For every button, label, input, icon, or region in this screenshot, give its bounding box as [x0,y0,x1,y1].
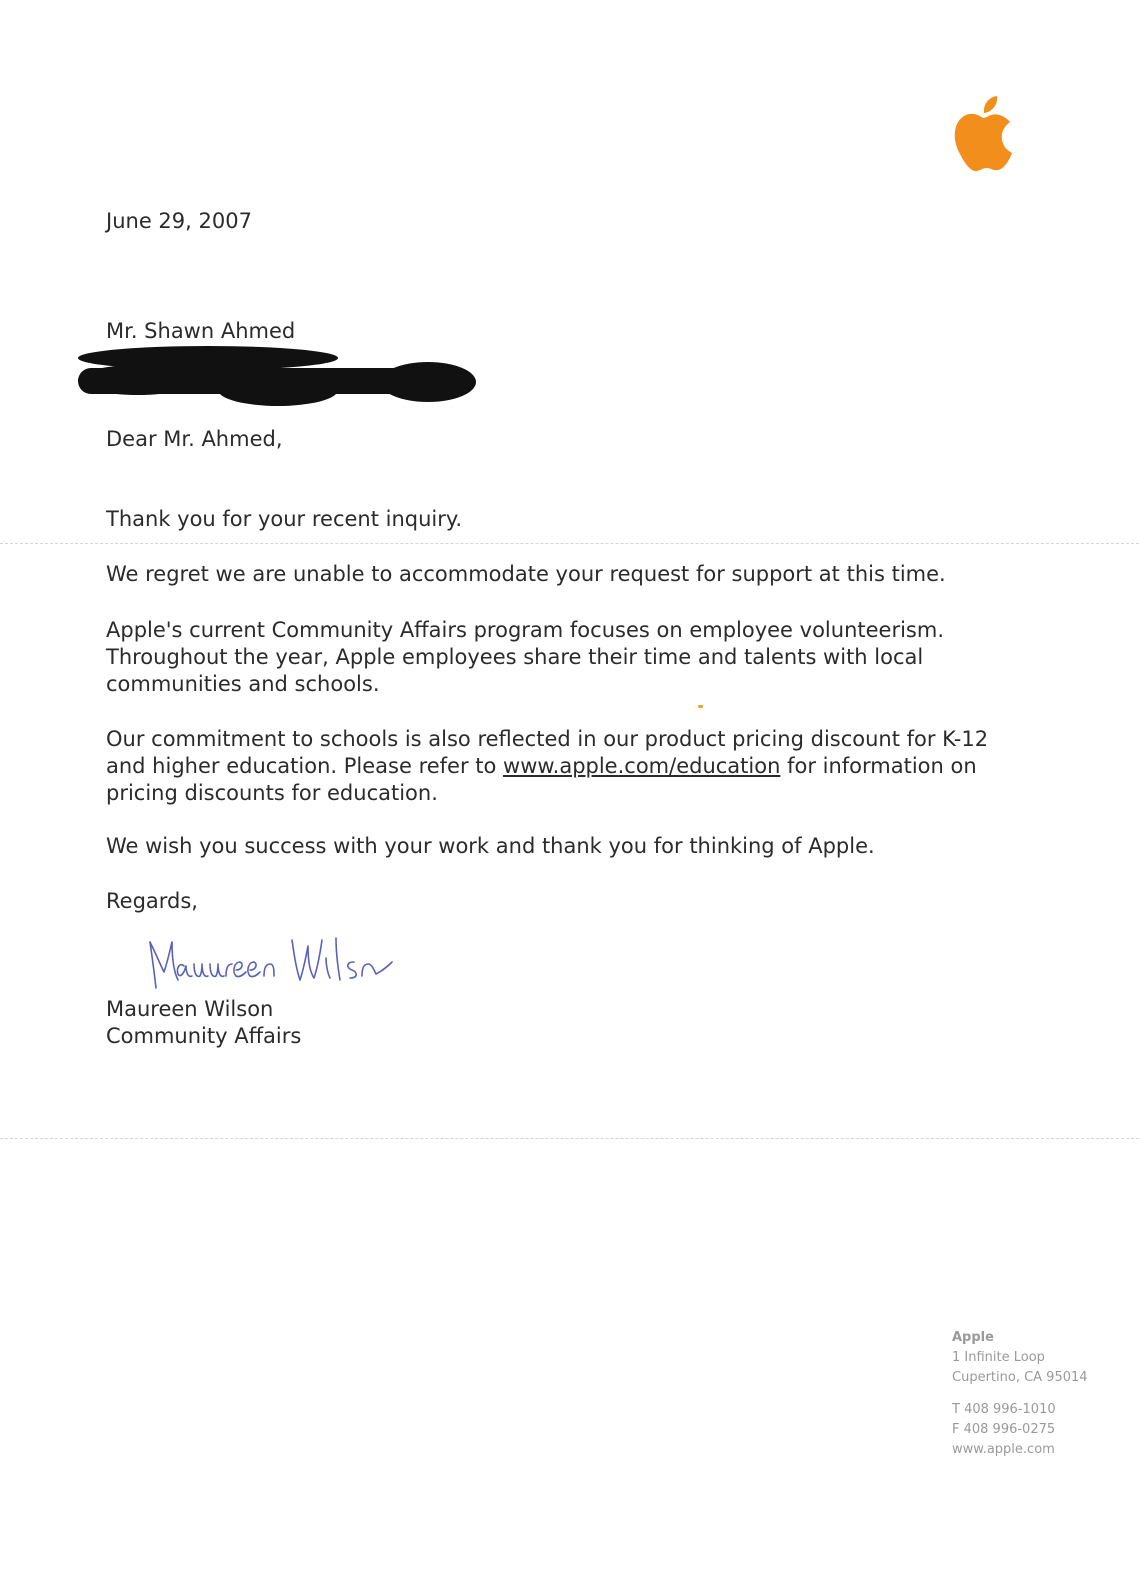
footer-phone: T 408 996-1010 [952,1402,1056,1417]
footer-fax: F 408 996-0275 [952,1422,1056,1437]
closing-regards: Regards, [106,889,198,913]
apple-logo-icon [948,94,1018,176]
paragraph-closing-wish: We wish you success with your work and thank you for thinking of Apple. [106,834,875,858]
paragraph-line: Throughout the year, Apple employees share their time and talents with local [106,645,924,669]
signer-title: Community Affairs [106,1024,302,1048]
footer-address-line2: Cupertino, CA 95014 [952,1370,1088,1385]
paragraph-line: Apple's current Community Affairs program focuses on employee volunteerism. [106,618,945,642]
paragraph-line: communities and schools. [106,672,380,696]
fold-line [0,543,1139,544]
paragraph-line: pricing discounts for education. [106,781,438,805]
salutation: Dear Mr. Ahmed, [106,427,283,451]
footer-company: Apple [952,1330,994,1345]
letter-date: June 29, 2007 [106,209,252,233]
footer-address-line1: 1 Infinite Loop [952,1350,1045,1365]
paragraph-line: Our commitment to schools is also reflected in our product pricing discount for K-12 [106,727,989,751]
paragraph-regret: We regret we are unable to accommodate your request for support at this time. [106,562,946,586]
paper-speck [698,705,703,708]
signer-name: Maureen Wilson [106,997,274,1021]
fold-line [0,1138,1139,1139]
paragraph-inquiry: Thank you for your recent inquiry. [106,507,462,531]
recipient-name: Mr. Shawn Ahmed [106,319,296,343]
redacted-address [78,344,478,408]
paragraph-education [106,726,988,807]
paragraph-line-text: for information on [780,754,977,778]
handwritten-signature [140,928,410,994]
footer-website[interactable]: www.apple.com [952,1442,1055,1457]
paragraph-line-text: and higher education. Please refer to [106,754,504,778]
education-link[interactable]: www.apple.com/education [503,754,781,778]
paragraph-community-affairs [106,617,944,698]
